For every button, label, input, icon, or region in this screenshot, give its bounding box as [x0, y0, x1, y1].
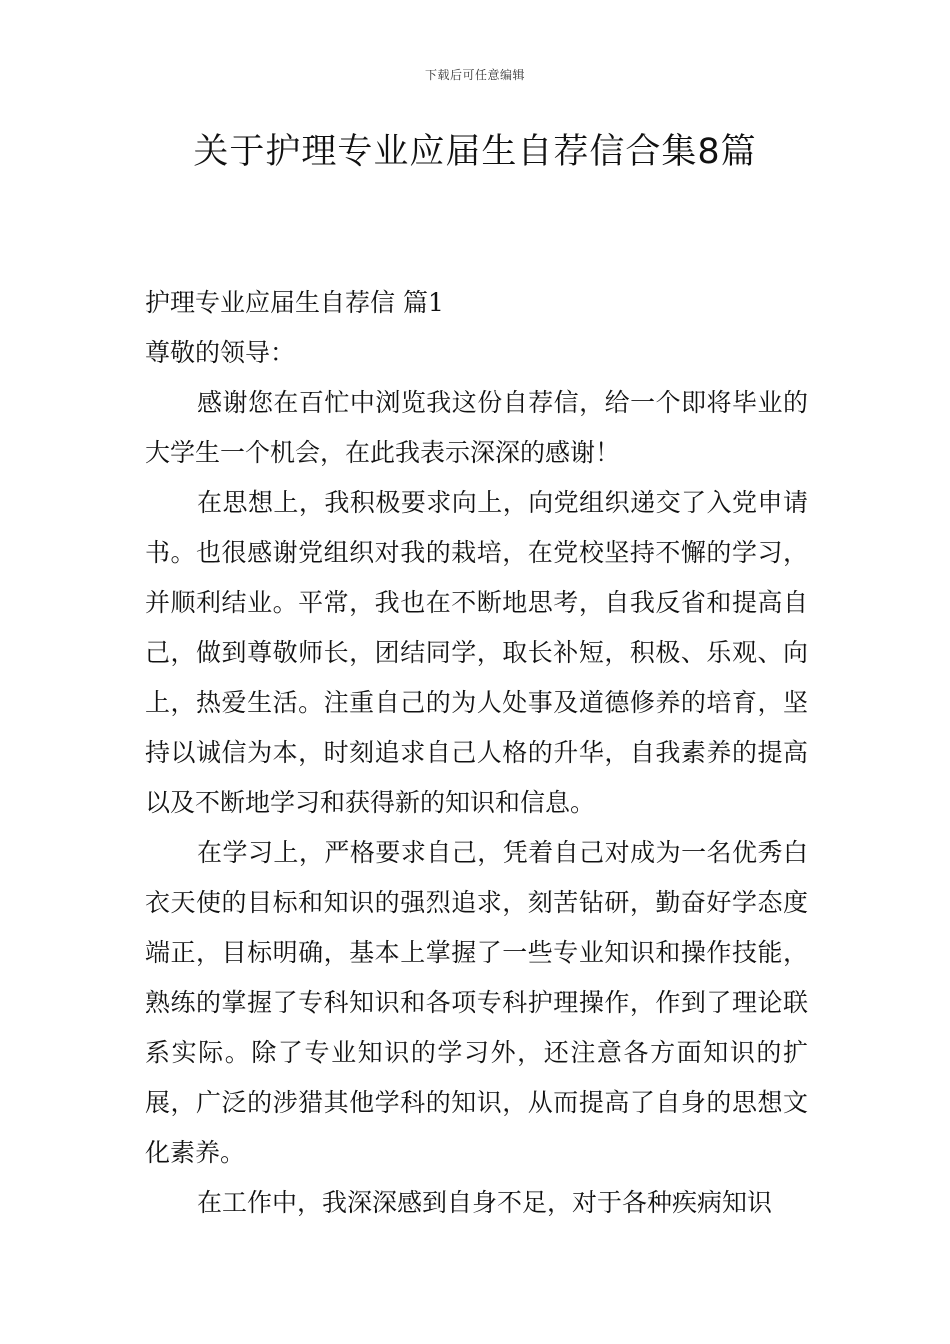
- paragraph-1: 感谢您在百忙中浏览我这份自荐信，给一个即将毕业的大学生一个机会，在此我表示深深的感谢！: [145, 388, 808, 467]
- paragraph-3: 在学习上，严格要求自己，凭着自己对成为一名优秀白衣天使的目标和知识的强烈追求，刻苦钻研，勤奋好学态度端正，目标明确，基本上掌握了一些专业知识和操作技能，熟练的掌握了专科知识和各项专科护理操作，作到了理论联系实际。除了专业知识的学习外，还注意各方面知识的扩展，广泛的涉猎其他学科的知识，从而提高了自身的思想文化素养。: [145, 838, 808, 1167]
- salutation: 尊敬的领导：: [145, 338, 296, 367]
- header-note: 下载后可任意编辑: [424, 68, 525, 82]
- paragraph-4: 在工作中，我深深感到自身不足，对于各种疾病知识: [197, 1188, 773, 1217]
- letter-body: [145, 278, 808, 1228]
- document-title: 关于护理专业应届生自荐信合集8篇: [193, 132, 757, 172]
- section-heading: 护理专业应届生自荐信 篇1: [145, 288, 444, 317]
- paragraph-2: 在思想上，我积极要求向上，向党组织递交了入党申请书。也很感谢党组织对我的栽培，在党校坚持不懈的学习，并顺利结业。平常，我也在不断地思考，自我反省和提高自己，做到尊敬师长，团结同学，取长补短，积极、乐观、向上，热爱生活。注重自己的为人处事及道德修养的培育，坚持以诚信为本，时刻追求自己人格的升华，自我素养的提高以及不断地学习和获得新的知识和信息。: [145, 488, 808, 817]
